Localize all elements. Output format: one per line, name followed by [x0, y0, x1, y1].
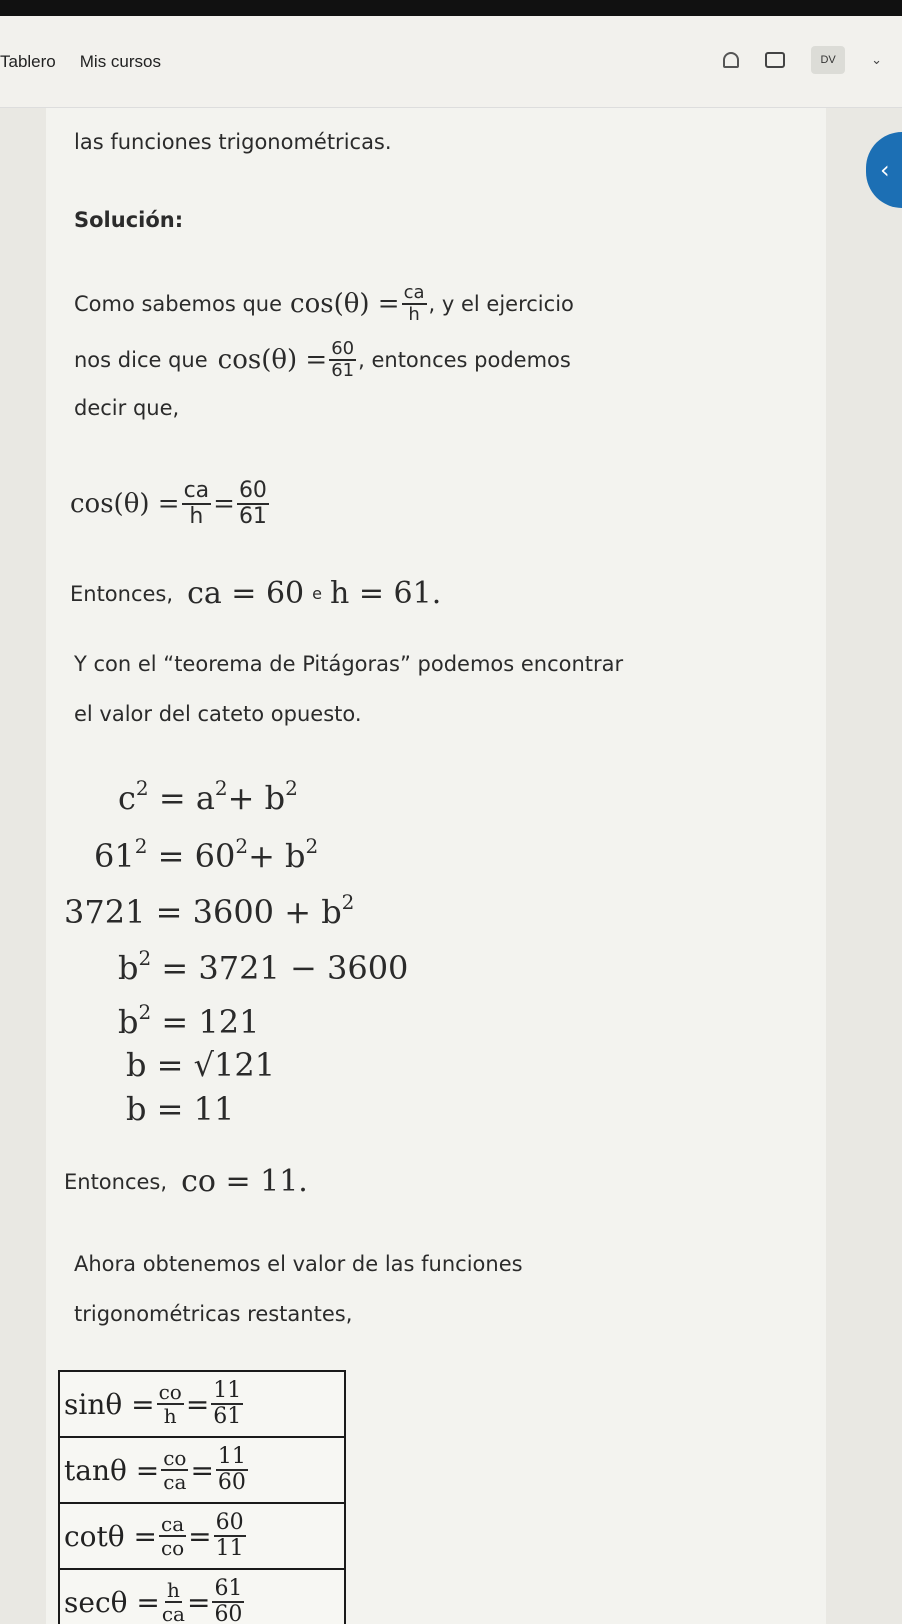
fraction-60-61: $\frac{60}{61}$: [331, 338, 355, 381]
eq-line-4: $b^2 = 3721 - 3600$: [118, 946, 409, 987]
drawer-toggle-button[interactable]: [866, 132, 902, 208]
line-entonces-2: Entonces, co = 11.: [64, 1164, 308, 1199]
avatar[interactable]: DV: [811, 46, 845, 74]
ahora-line-1: Ahora obtenemos el valor de las funciones: [74, 1252, 523, 1276]
trig-row: sinθ = $\frac{co}{h}$ = $\frac{11}{61}$: [60, 1372, 344, 1438]
decir-que: decir que,: [74, 396, 180, 420]
pitagoras-line-2: el valor del cateto opuesto.: [74, 702, 362, 726]
trig-row: cotθ = $\frac{ca}{co}$ = $\frac{60}{11}$: [60, 1504, 344, 1570]
eq-line-1: $c^2 = a^2+ b^2$: [118, 776, 298, 817]
eq-line-7: b = 11: [126, 1090, 235, 1128]
fraction-ca-h: $\frac{ca}{h}$: [403, 282, 425, 325]
eq-line-6: b = √121: [126, 1046, 276, 1084]
solucion-heading: Solución:: [74, 208, 184, 232]
chevron-left-icon: ‹: [880, 156, 890, 184]
cos-theta-1: cos(θ) =: [290, 289, 400, 319]
trig-row: tanθ = $\frac{co}{ca}$ = $\frac{11}{60}$: [60, 1438, 344, 1504]
cos-equation-line: cos(θ) = $\frac{ca}{h}$ = $\frac{60}{61}$: [70, 478, 267, 529]
trig-row: secθ = $\frac{h}{ca}$ = $\frac{61}{60}$: [60, 1570, 344, 1624]
line-entonces-1: Entonces, ca = 60 e h = 61.: [70, 576, 442, 611]
como-sabemos-text: Como sabemos que: [74, 292, 283, 316]
intro-text: las funciones trigonométricas.: [74, 130, 392, 154]
eq-line-3: $3721 = 3600 + b^2$: [64, 890, 355, 931]
pitagoras-line-1: Y con el “teorema de Pitágoras” podemos encontrar: [74, 652, 624, 676]
trig-table: [58, 1370, 346, 1624]
top-edge: [0, 0, 902, 16]
line-como-sabemos: Como sabemos que cos(θ) = $\frac{ca}{h}$ , y el ejercicio: [74, 282, 574, 325]
nav-tablero[interactable]: Tablero: [0, 51, 56, 71]
eq-line-5: $b^2 = 121$: [118, 1000, 260, 1041]
ahora-line-2: trigonométricas restantes,: [74, 1302, 353, 1326]
bell-icon[interactable]: [723, 52, 739, 68]
nav-mis-cursos[interactable]: Mis cursos: [79, 51, 161, 71]
chevron-down-icon[interactable]: ⌄: [871, 52, 882, 68]
chat-icon[interactable]: [765, 52, 785, 68]
eq-line-2: $61^2 = 60^2+ b^2$: [94, 834, 319, 875]
nav-right: [723, 46, 882, 74]
line-nos-dice: nos dice que cos(θ) = $\frac{60}{61}$ , entonces podemos: [74, 338, 571, 381]
navbar: [0, 16, 902, 108]
